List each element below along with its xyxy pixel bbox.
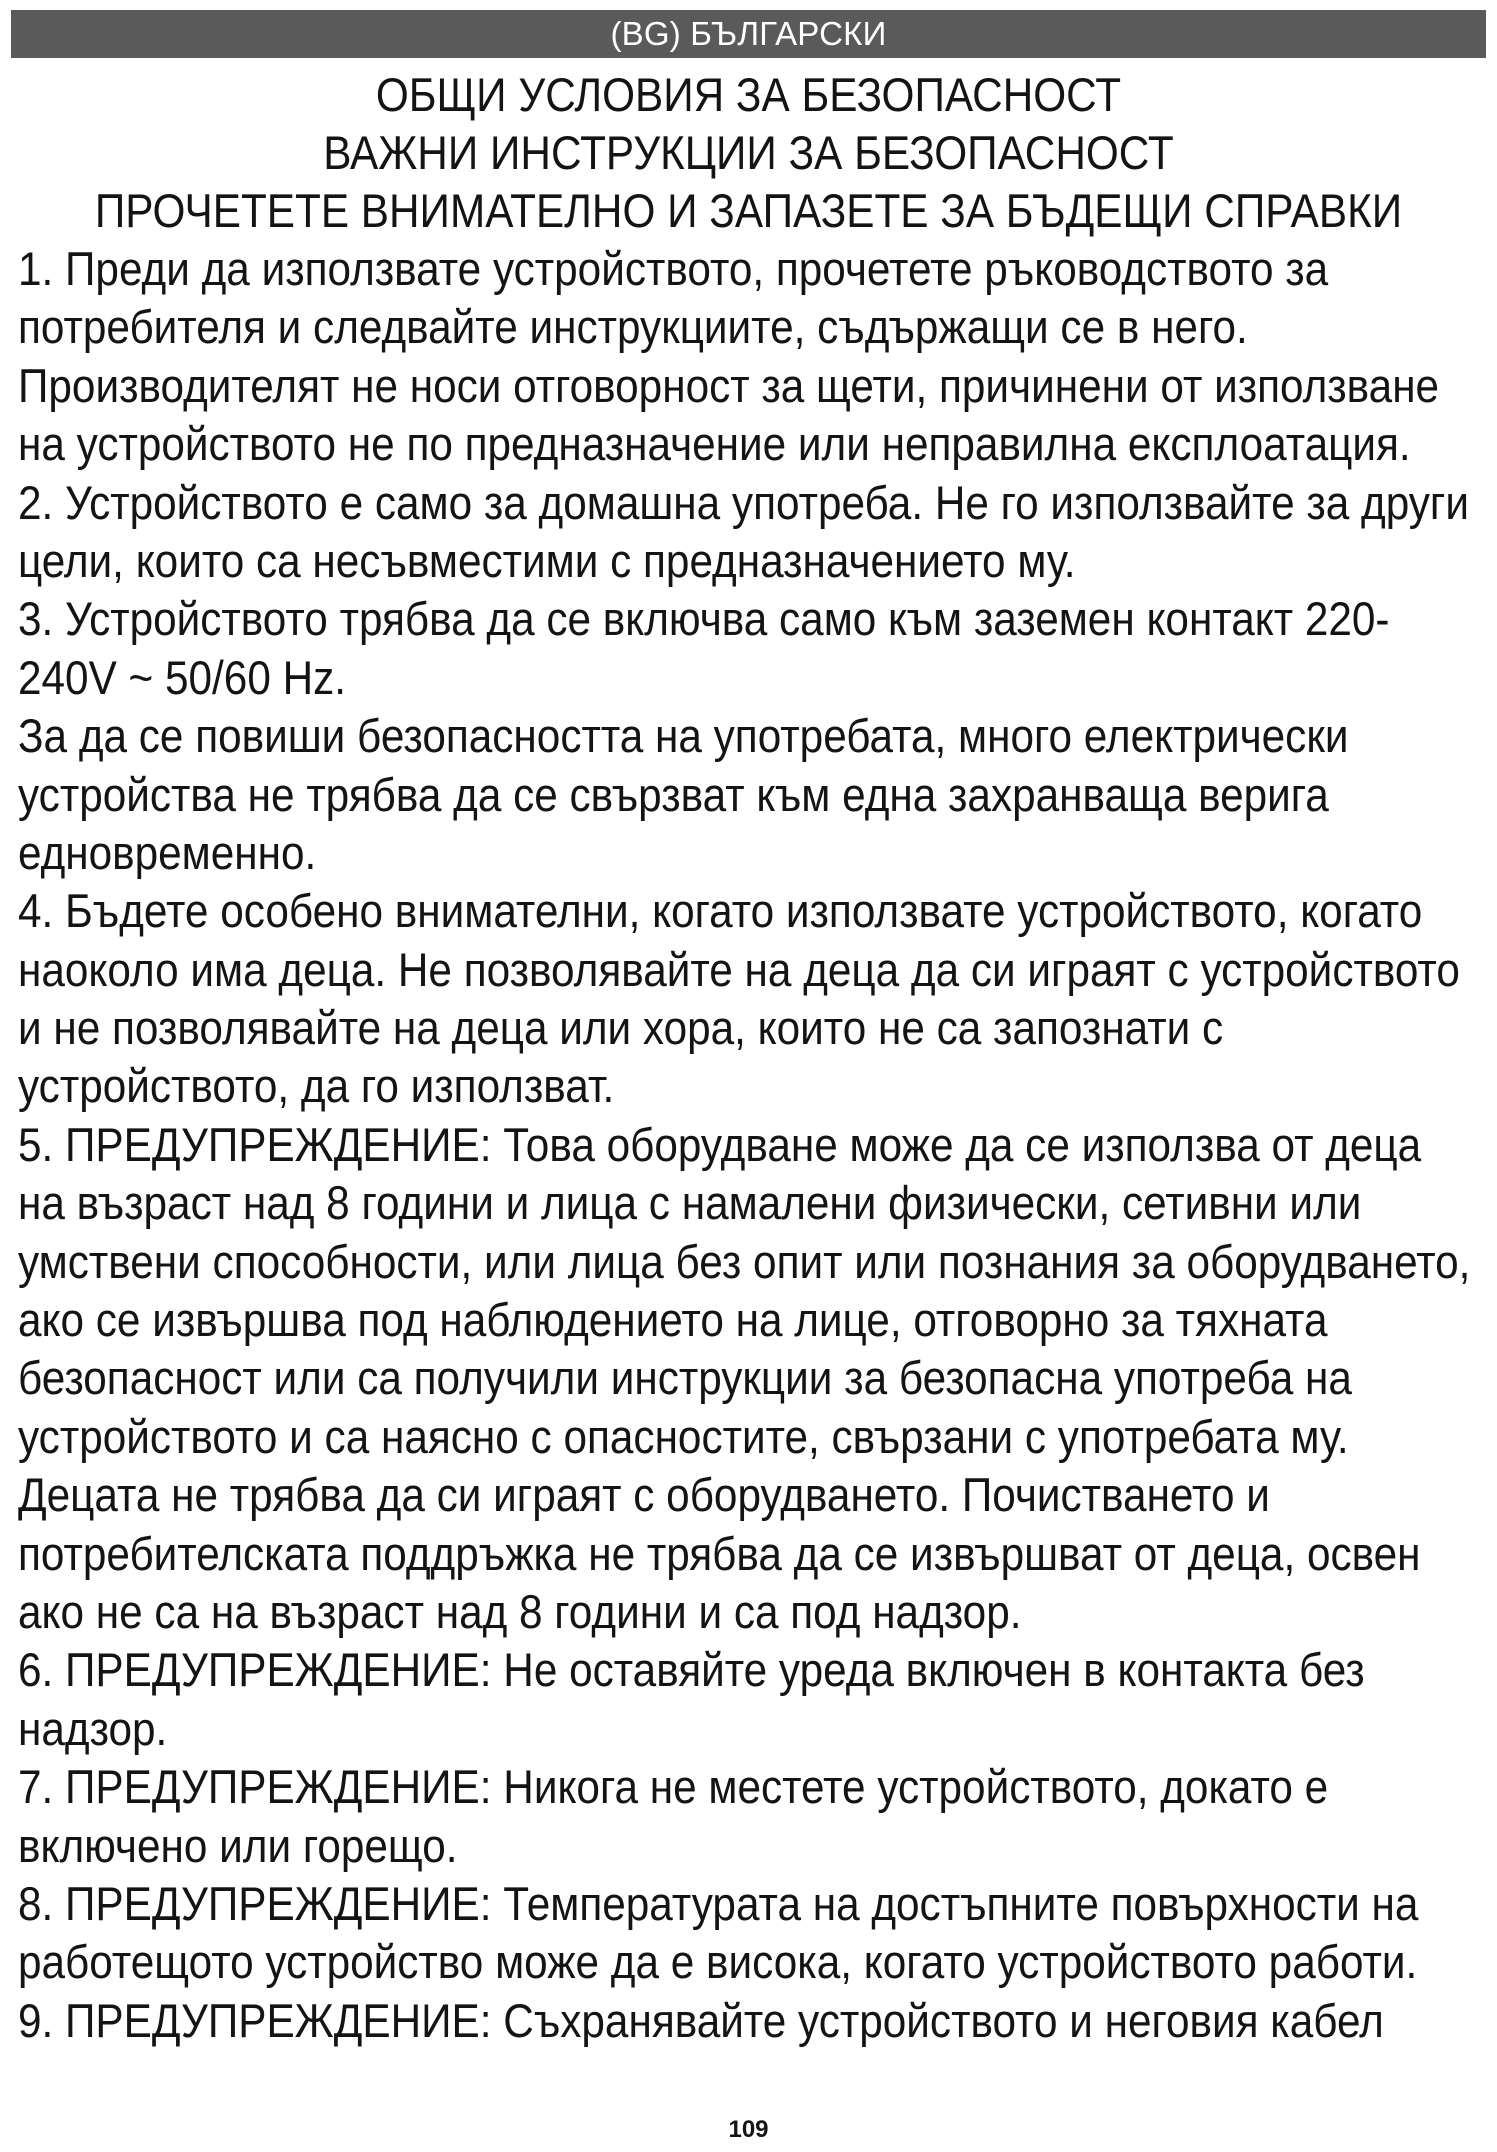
body-text-line: цели, които са несъвместими с предназначението му. (18, 533, 1076, 587)
body-text-line: и не позволявайте на деца или хора, които не са запознати с (18, 1001, 1224, 1055)
body-text-line: 6. ПРЕДУПРЕЖДЕНИЕ: Не оставяйте уреда включен в контакта без (18, 1643, 1365, 1697)
body-text-line: потребителската поддръжка не трябва да се извършват от деца, освен (18, 1526, 1421, 1580)
safety-instructions-body (18, 240, 1494, 2050)
body-text-line: 7. ПРЕДУПРЕЖДЕНИЕ: Никога не местете устройството, докато е (18, 1760, 1329, 1814)
body-text-line: ако не са на възраст над 8 години и са под надзор. (18, 1584, 1022, 1638)
body-text-line: наоколо има деца. Не позволявайте на деца да си играят с устройството (18, 942, 1460, 996)
language-label: (BG) БЪЛГАРСКИ (610, 15, 887, 52)
body-text-line: ако се извършва под наблюдението на лице, отговорно за тяхната (18, 1293, 1328, 1347)
body-text-line: За да се повиши безопасността на употребата, много електрически (18, 709, 1349, 763)
body-text-line: 5. ПРЕДУПРЕЖДЕНИЕ: Това оборудване може да се използва от деца (18, 1117, 1422, 1171)
body-text-line: едновременно. (18, 825, 317, 879)
body-text-line: 1. Преди да използвате устройството, прочетете ръководството за (18, 242, 1329, 295)
body-text-line: устройството и са наясно с опасностите, свързани с употребата му. (18, 1409, 1349, 1463)
body-text-line: Децата не трябва да си играят с оборудването. Почистването и (18, 1468, 1270, 1522)
body-text-line: устройството, да го използват. (18, 1059, 615, 1113)
title-general-safety: ОБЩИ УСЛОВИЯ ЗА БЕЗОПАСНОСТ (375, 68, 1122, 121)
body-text-line: потребителя и следвайте инструкциите, съдържащи се в него. (18, 300, 1248, 354)
language-header-bar (11, 10, 1486, 58)
body-text-line: на възраст над 8 години и лица с намалени физически, сетивни или (18, 1176, 1362, 1230)
body-text-line: безопасност или са получили инструкции за безопасна употреба на (18, 1351, 1352, 1405)
body-text-line: работещото устройство може да е висока, когато устройството работи. (18, 1935, 1418, 1989)
body-text-line: 8. ПРЕДУПРЕЖДЕНИЕ: Температурата на достъпните повърхности на (18, 1876, 1419, 1930)
body-text-line: Производителят не носи отговорност за щети, причинени от използване (18, 358, 1440, 412)
body-text-line: включено или горещо. (18, 1818, 458, 1872)
body-text-line: 2. Устройството е само за домашна употреба. Не го използвайте за други (18, 475, 1469, 529)
safety-titles (0, 66, 1497, 240)
page-number: 109 (728, 2116, 769, 2143)
body-text-line: 240V ~ 50/60 Hz. (18, 650, 347, 704)
body-text-line: устройства не трябва да се свързват към една захранваща верига (18, 767, 1329, 821)
body-text-line: 9. ПРЕДУПРЕЖДЕНИЕ: Съхранявайте устройството и неговия кабел (18, 1993, 1384, 2047)
body-text-line: 4. Бъдете особено внимателни, когато използвате устройството, когато (18, 884, 1423, 938)
body-text-line: умствени способности, или лица без опит или познания за оборудването, (18, 1234, 1471, 1288)
body-text-line: 3. Устройството трябва да се включва само към заземен контакт 220- (18, 592, 1390, 646)
title-important-instructions: ВАЖНИ ИНСТРУКЦИИ ЗА БЕЗОПАСНОСТ (323, 126, 1174, 179)
body-text-line: надзор. (18, 1701, 168, 1755)
body-text-line: на устройството не по предназначение или неправилна експлоатация. (18, 417, 1411, 471)
title-read-carefully: ПРОЧЕТЕТЕ ВНИМАТЕЛНО И ЗАПАЗЕТЕ ЗА БЪДЕЩИ СПРАВКИ (94, 184, 1403, 237)
